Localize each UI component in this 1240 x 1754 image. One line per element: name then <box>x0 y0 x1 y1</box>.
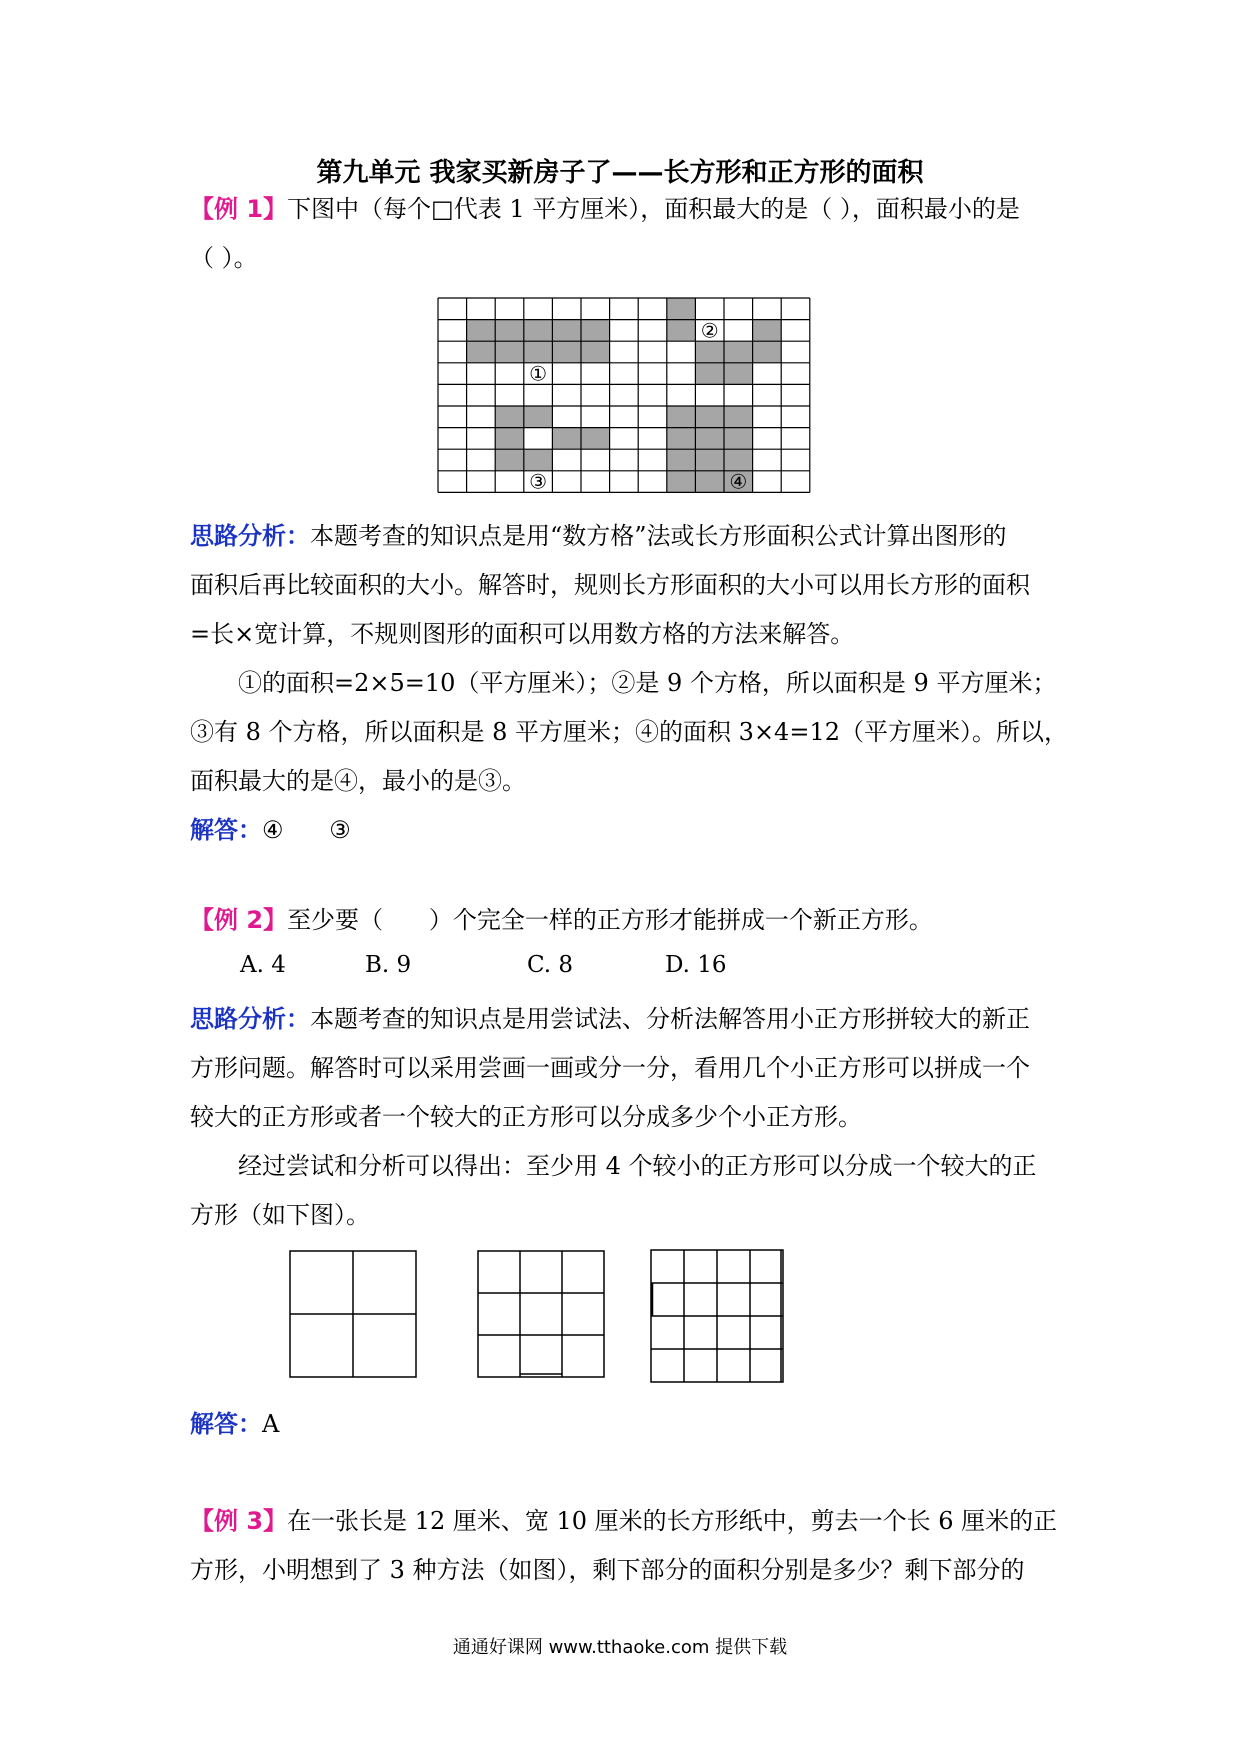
shaded-cell <box>495 428 524 450</box>
shaded-cell <box>753 320 782 342</box>
shaded-cell <box>552 341 581 363</box>
option-d: D. 16 <box>665 952 727 978</box>
example1-grid-figure <box>437 297 813 497</box>
shaded-cell <box>724 341 753 363</box>
example1-label: 【例 1】 <box>190 195 288 223</box>
shaded-cell <box>753 341 782 363</box>
shape-label-4: ④ <box>729 469 748 494</box>
example1-detail-line1: ①的面积=2×5=10（平方厘米）；②是 9 个方格，所以面积是 9 平方厘米； <box>238 669 1057 697</box>
square-3x3-figure <box>477 1250 607 1380</box>
example3-question <box>190 1497 1070 1595</box>
example2-question-text: 至少要（ ）个完全一样的正方形才能拼成一个新正方形。 <box>287 906 933 934</box>
shaded-cell <box>667 471 696 493</box>
example2-answer-text: A <box>262 1410 280 1438</box>
example3-line2: 方形，小明想到了 3 种方法（如图），剩下部分的面积分别是多少？剩下部分的 <box>190 1556 1025 1584</box>
shaded-cell <box>495 449 524 471</box>
example2-label: 【例 2】 <box>190 906 288 934</box>
shaded-cell <box>524 320 553 342</box>
shaded-cell <box>524 406 553 428</box>
example1-analysis <box>190 512 1070 659</box>
example1-analysis-label: 思路分析： <box>190 522 310 550</box>
shaded-cell <box>495 320 524 342</box>
shape-label-3: ③ <box>529 469 548 494</box>
example1-detail-line3: 面积最大的是④，最小的是③。 <box>190 767 526 795</box>
page-title: 第九单元 我家买新房子了——长方形和正方形的面积 <box>316 158 924 188</box>
grid-shaded-cells <box>467 298 782 492</box>
shaded-cell <box>695 363 724 385</box>
shaded-cell <box>724 406 753 428</box>
example1-answer-text: ④ ③ <box>262 816 351 844</box>
shaded-cell <box>724 363 753 385</box>
shaded-cell <box>495 341 524 363</box>
shape-label-2: ② <box>700 318 719 343</box>
example1-question <box>190 185 1070 283</box>
example3-line1: 在一张长是 12 厘米、宽 10 厘米的长方形纸中，剪去一个长 6 厘米的正 <box>287 1507 1058 1535</box>
option-a: A. 4 <box>240 952 286 978</box>
example2-answer <box>190 1400 1070 1449</box>
square-2x2-figure <box>289 1250 417 1378</box>
example2-analysis-line3: 较大的正方形或者一个较大的正方形可以分成多少个小正方形。 <box>190 1103 862 1131</box>
footer-credit: 通通好课网 www.tthaoke.com 提供下载 <box>452 1637 788 1658</box>
example1-analysis-line1: 本题考查的知识点是用“数方格”法或长方形面积公式计算出图形的 <box>310 522 1007 550</box>
example1-answer <box>190 806 1070 855</box>
example1-question-line1: 下图中（每个□代表 1 平方厘米），面积最大的是（ ），面积最小的是 <box>287 195 1020 223</box>
shaded-cell <box>667 406 696 428</box>
example1-answer-label: 解答： <box>190 816 262 844</box>
option-c: C. 8 <box>527 952 574 978</box>
shaded-cell <box>695 471 724 493</box>
example2-analysis-line2: 方形问题。解答时可以采用尝画一画或分一分，看用几个小正方形可以拼成一个 <box>190 1054 1030 1082</box>
shaded-cell <box>667 298 696 320</box>
shaded-cell <box>667 449 696 471</box>
shaded-cell <box>552 320 581 342</box>
example2-detail-line1: 经过尝试和分析可以得出：至少用 4 个较小的正方形可以分成一个较大的正 <box>238 1152 1037 1180</box>
option-b: B. 9 <box>365 952 412 978</box>
shaded-cell <box>495 406 524 428</box>
example1-detail <box>190 659 1070 806</box>
shaded-cell <box>524 341 553 363</box>
shaded-cell <box>724 449 753 471</box>
shaded-cell <box>667 428 696 450</box>
shaded-cell <box>581 428 610 450</box>
example1-question-line2: （ ）。 <box>190 244 258 272</box>
shaded-cell <box>581 320 610 342</box>
shaded-cell <box>581 341 610 363</box>
shaded-cell <box>695 428 724 450</box>
shaded-cell <box>724 428 753 450</box>
shaded-cell <box>552 428 581 450</box>
shaded-cell <box>467 341 496 363</box>
example1-analysis-line3: =长×宽计算，不规则图形的面积可以用数方格的方法来解答。 <box>190 620 855 648</box>
example3-label: 【例 3】 <box>190 1507 288 1535</box>
example2-answer-label: 解答： <box>190 1410 262 1438</box>
shaded-cell <box>695 449 724 471</box>
square-4x4-figure <box>650 1249 786 1385</box>
example2-analysis-label: 思路分析： <box>190 1005 310 1033</box>
example2-detail-line2: 方形（如下图）。 <box>190 1201 370 1229</box>
example1-analysis-line2: 面积后再比较面积的大小。解答时，规则长方形面积的大小可以用长方形的面积 <box>190 571 1030 599</box>
example1-detail-line2: ③有 8 个方格，所以面积是 8 平方厘米；④的面积 3×4=12（平方厘米）。所以， <box>190 718 1068 746</box>
example2-analysis-line1: 本题考查的知识点是用尝试法、分析法解答用小正方形拼较大的新正 <box>310 1005 1030 1033</box>
example2-question <box>190 896 1070 945</box>
shaded-cell <box>467 320 496 342</box>
shaded-cell <box>524 449 553 471</box>
example2-analysis <box>190 995 1070 1142</box>
shaded-cell <box>667 320 696 342</box>
shaded-cell <box>695 341 724 363</box>
example2-detail <box>190 1142 1070 1240</box>
shape-label-1: ① <box>529 361 548 386</box>
shaded-cell <box>695 406 724 428</box>
